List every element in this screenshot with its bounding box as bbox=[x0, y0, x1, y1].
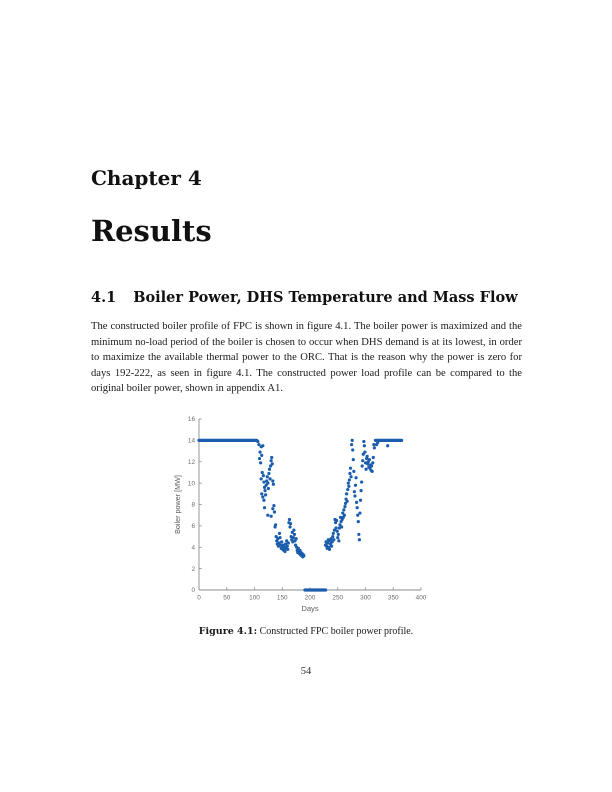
data-point bbox=[286, 548, 289, 551]
data-point bbox=[343, 514, 346, 517]
data-point bbox=[386, 444, 389, 447]
x-tick-label: 200 bbox=[304, 594, 316, 602]
data-point bbox=[371, 461, 374, 464]
data-point bbox=[349, 475, 352, 478]
data-point bbox=[357, 533, 360, 536]
data-point bbox=[267, 472, 270, 475]
page-number: 54 bbox=[300, 666, 312, 677]
data-point bbox=[371, 470, 374, 473]
x-tick-label: 150 bbox=[276, 594, 288, 602]
data-point bbox=[270, 515, 273, 518]
data-point bbox=[336, 530, 339, 533]
data-point bbox=[345, 492, 348, 495]
section-heading bbox=[91, 289, 531, 306]
y-tick-label: 4 bbox=[191, 544, 195, 552]
data-point bbox=[262, 499, 265, 502]
data-point bbox=[332, 532, 335, 535]
data-point bbox=[347, 485, 350, 488]
data-point bbox=[364, 468, 367, 471]
data-point bbox=[372, 443, 375, 446]
data-point bbox=[350, 443, 353, 446]
data-point bbox=[278, 532, 281, 535]
data-point bbox=[268, 468, 271, 471]
data-point bbox=[332, 538, 335, 541]
data-point bbox=[340, 525, 343, 528]
data-point bbox=[259, 461, 262, 464]
data-point bbox=[356, 506, 359, 509]
data-point bbox=[266, 482, 269, 485]
figure-caption-text: Constructed FPC boiler power profile. bbox=[259, 626, 414, 637]
data-point bbox=[354, 484, 357, 487]
data-point bbox=[262, 480, 265, 483]
data-point bbox=[346, 488, 349, 491]
data-point bbox=[331, 535, 334, 538]
data-point bbox=[359, 499, 362, 502]
data-point bbox=[353, 494, 356, 497]
data-point bbox=[376, 441, 379, 444]
data-point bbox=[351, 448, 354, 451]
data-point bbox=[288, 518, 291, 521]
boiler-power-chart bbox=[171, 411, 443, 623]
data-point bbox=[336, 536, 339, 539]
y-tick-label: 0 bbox=[191, 587, 195, 595]
data-point bbox=[349, 467, 352, 470]
figure-caption bbox=[0, 626, 612, 637]
data-point bbox=[262, 474, 265, 477]
data-point bbox=[358, 538, 361, 541]
section-title: Boiler Power, DHS Temperature and Mass Flow bbox=[133, 289, 518, 306]
data-point bbox=[354, 476, 357, 479]
data-point bbox=[260, 454, 263, 457]
data-point bbox=[292, 536, 295, 539]
data-point bbox=[355, 501, 358, 504]
y-tick-label: 14 bbox=[187, 437, 195, 445]
data-point bbox=[266, 475, 269, 478]
data-point bbox=[261, 495, 264, 498]
chapter-label: Chapter 4 bbox=[91, 166, 202, 190]
data-point bbox=[363, 444, 366, 447]
data-point bbox=[370, 464, 373, 467]
x-tick-label: 300 bbox=[360, 594, 371, 602]
data-point bbox=[362, 440, 365, 443]
data-point bbox=[272, 483, 275, 486]
data-point bbox=[264, 493, 267, 496]
x-tick-label: 100 bbox=[249, 594, 260, 602]
data-point bbox=[334, 526, 337, 529]
y-tick-label: 12 bbox=[187, 458, 195, 466]
figure-caption-label: Figure 4.1: bbox=[198, 626, 258, 637]
data-point bbox=[360, 480, 363, 483]
data-point bbox=[361, 459, 364, 462]
data-point bbox=[274, 523, 277, 526]
data-point bbox=[368, 458, 371, 461]
data-point bbox=[342, 508, 345, 511]
data-point bbox=[347, 482, 350, 485]
data-point bbox=[352, 470, 355, 473]
data-point bbox=[359, 489, 362, 492]
data-point bbox=[280, 540, 283, 543]
data-point bbox=[287, 541, 290, 544]
data-point bbox=[258, 457, 261, 460]
data-point bbox=[273, 510, 276, 513]
data-point bbox=[283, 550, 286, 553]
y-tick-label: 2 bbox=[191, 565, 195, 573]
data-point bbox=[278, 536, 281, 539]
data-point bbox=[271, 479, 274, 482]
data-point bbox=[263, 489, 266, 492]
data-point bbox=[258, 451, 261, 454]
data-point bbox=[328, 548, 331, 551]
x-tick-label: 350 bbox=[387, 594, 399, 602]
data-point bbox=[268, 477, 271, 480]
x-tick-label: 250 bbox=[332, 594, 344, 602]
y-axis-label: Boiler power [MW] bbox=[173, 475, 182, 534]
x-axis-label: Days bbox=[301, 604, 319, 613]
data-point bbox=[272, 504, 275, 507]
data-point bbox=[361, 464, 364, 467]
data-point bbox=[266, 514, 269, 517]
data-point bbox=[302, 554, 305, 557]
data-point bbox=[256, 440, 259, 443]
data-point bbox=[271, 507, 274, 510]
data-point bbox=[363, 451, 366, 454]
data-point bbox=[293, 533, 296, 536]
data-point bbox=[346, 500, 349, 503]
section-number: 4.1 bbox=[91, 289, 117, 306]
data-point bbox=[348, 472, 351, 475]
data-point bbox=[352, 458, 355, 461]
data-point bbox=[358, 511, 361, 514]
data-point bbox=[372, 456, 375, 459]
data-point bbox=[335, 519, 338, 522]
data-point bbox=[260, 477, 263, 480]
data-point bbox=[337, 539, 340, 542]
data-point bbox=[330, 545, 333, 548]
data-point bbox=[343, 505, 346, 508]
x-tick-label: 400 bbox=[415, 594, 427, 602]
data-point bbox=[270, 459, 273, 462]
body-paragraph: The constructed boiler profile of FPC is shown in figure 4.1. The boiler power is maximized and the minimum no-load period of the boiler is chosen to occur when DHS demand is at its lowest, in order to maximize the available thermal power to the ORC. That is the reason why the power is zero for days 192-222, as seen in figure 4.1. The constructed power load profile can be compared to the original boiler power, shown in appendix A1. bbox=[91, 321, 522, 395]
data-point bbox=[270, 456, 273, 459]
data-point bbox=[348, 478, 351, 481]
data-point bbox=[353, 490, 356, 493]
y-tick-label: 10 bbox=[187, 480, 195, 488]
data-point bbox=[271, 462, 274, 465]
data-point bbox=[292, 529, 295, 532]
data-point bbox=[261, 471, 264, 474]
data-point bbox=[286, 545, 289, 548]
x-tick-label: 50 bbox=[223, 594, 231, 602]
data-point bbox=[295, 537, 298, 540]
data-point bbox=[289, 522, 292, 525]
x-tick-label: 0 bbox=[197, 594, 201, 602]
y-tick-label: 16 bbox=[187, 416, 195, 424]
data-point bbox=[373, 446, 376, 449]
chapter-title: Results bbox=[91, 214, 212, 248]
data-point bbox=[260, 492, 263, 495]
y-tick-label: 6 bbox=[191, 523, 195, 531]
data-point bbox=[366, 455, 369, 458]
data-point bbox=[263, 506, 266, 509]
data-point bbox=[267, 487, 270, 490]
data-point bbox=[337, 533, 340, 536]
y-tick-label: 8 bbox=[191, 501, 195, 509]
data-point bbox=[288, 525, 291, 528]
data-point bbox=[261, 444, 264, 447]
data-point bbox=[351, 439, 354, 442]
data-point bbox=[357, 520, 360, 523]
